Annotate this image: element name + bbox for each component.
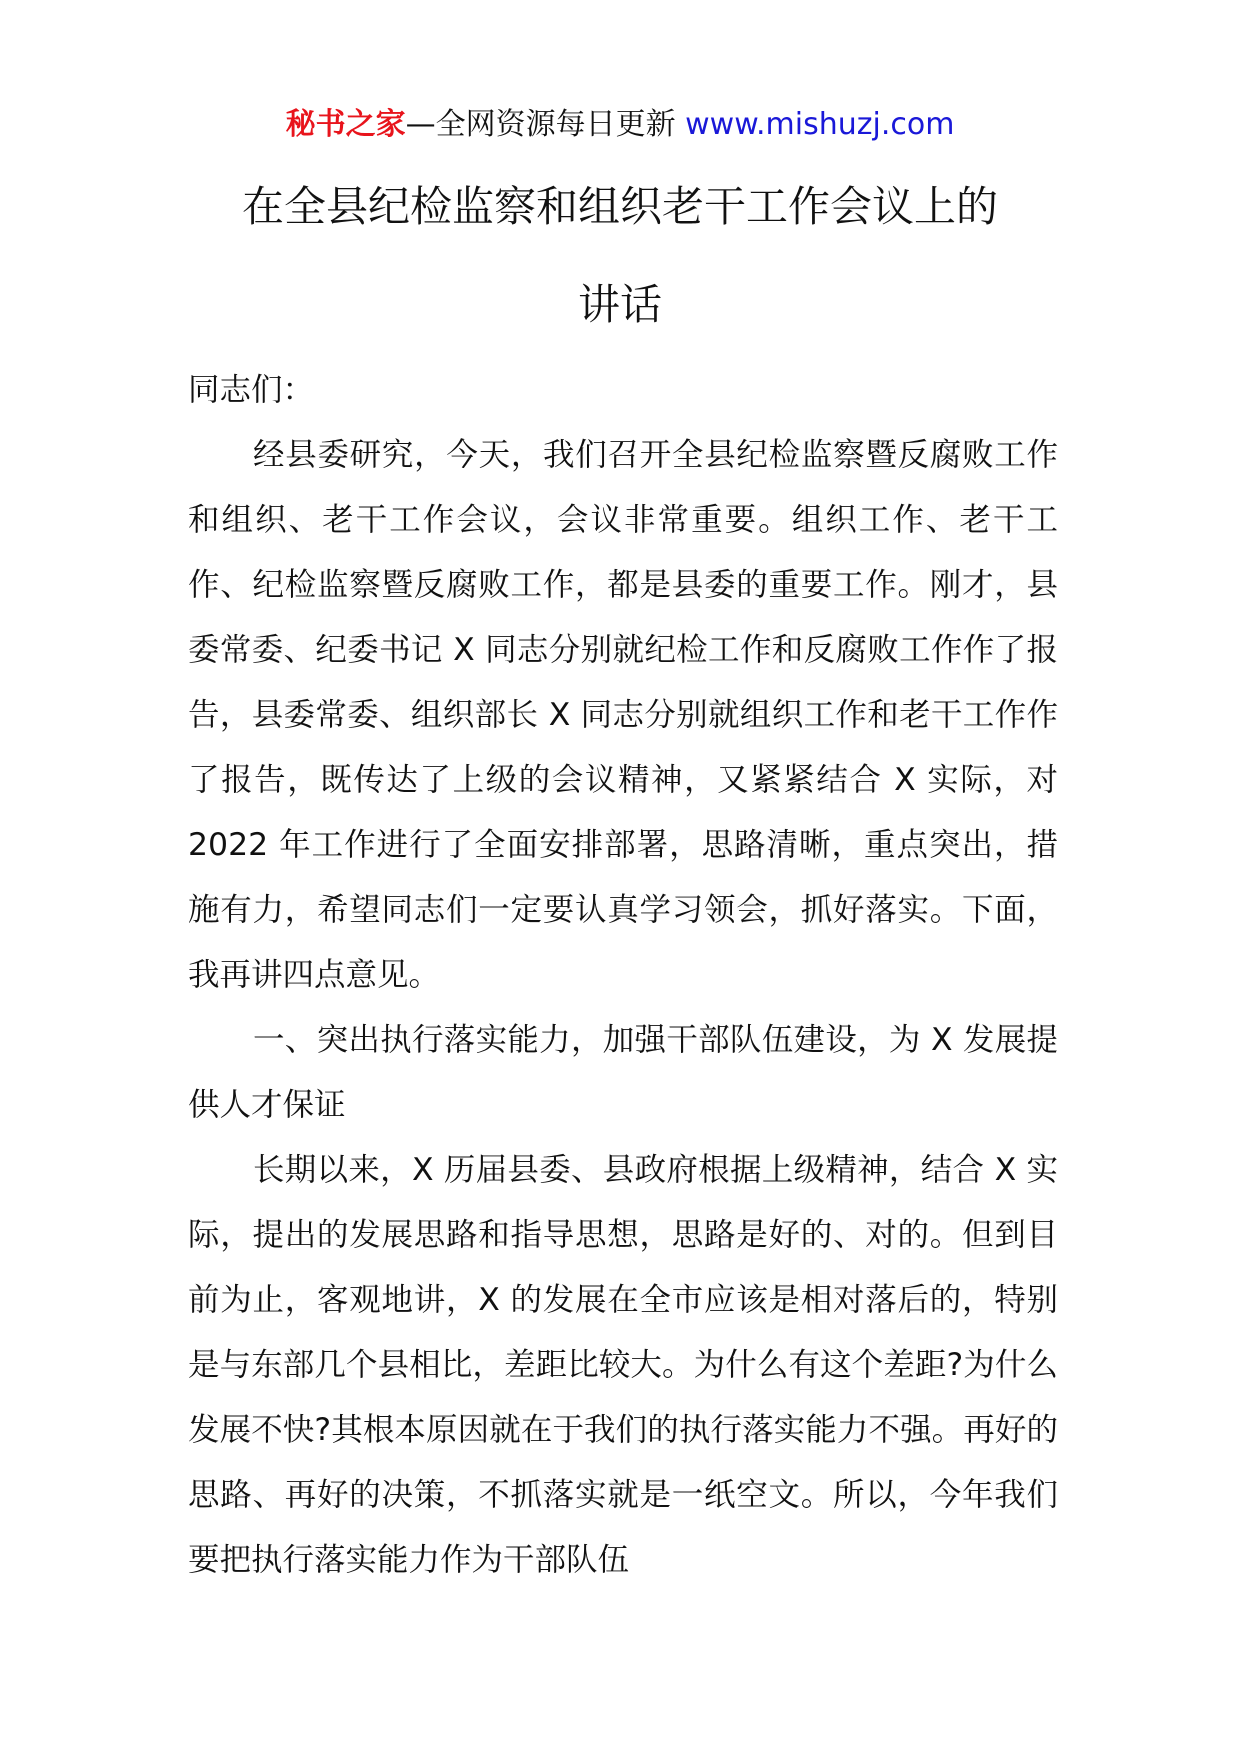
section-heading-1: 一、突出执行落实能力，加强干部队伍建设，为 X 发展提供人才保证 — [188, 1022, 1058, 1123]
document-title — [150, 158, 1090, 354]
site-url-link[interactable]: www.mishuzj.com — [685, 107, 955, 142]
document-title-line-1: 在全县纪检监察和组织老干工作会议上的 — [241, 182, 998, 231]
document-title-line-2: 讲话 — [577, 280, 662, 329]
site-slogan: —全网资源每日更新 — [405, 107, 676, 142]
paragraph-intro: 经县委研究，今天，我们召开全县纪检监察暨反腐败工作和组织、老干工作会议，会议非常重要。组织工作、老干工作、纪检监察暨反腐败工作，都是县委的重要工作。刚才，县委常委、纪委书记 X 同志分别就纪检工作和反腐败工作作了报告，县委常委、组织部长 X 同志分别就组织工作和老干工作作了报告，既传达了上级的会议精神，又紧紧结合 X 实际，对 2022 年工作进行了全面安排部署，思路清晰，重点突出，措施有力，希望同志们一定要认真学习领会，抓好落实。下面，我再讲四点意见。 — [188, 437, 1058, 993]
site-header — [0, 100, 1240, 150]
site-brand: 秘书之家 — [285, 107, 406, 142]
greeting: 同志们： — [188, 372, 315, 408]
document-body — [188, 358, 1058, 1593]
paragraph-section-1: 长期以来，X 历届县委、县政府根据上级精神，结合 X 实际，提出的发展思路和指导思想，思路是好的、对的。但到目前为止，客观地讲，X 的发展在全市应该是相对落后的，特别是与东部几个县相比，差距比较大。为什么有这个差距?为什么发展不快?其根本原因就在于我们的执行落实能力不强。再好的思路、再好的决策，不抓落实就是一纸空文。所以，今年我们要把执行落实能力作为干部队伍 — [188, 1152, 1058, 1578]
